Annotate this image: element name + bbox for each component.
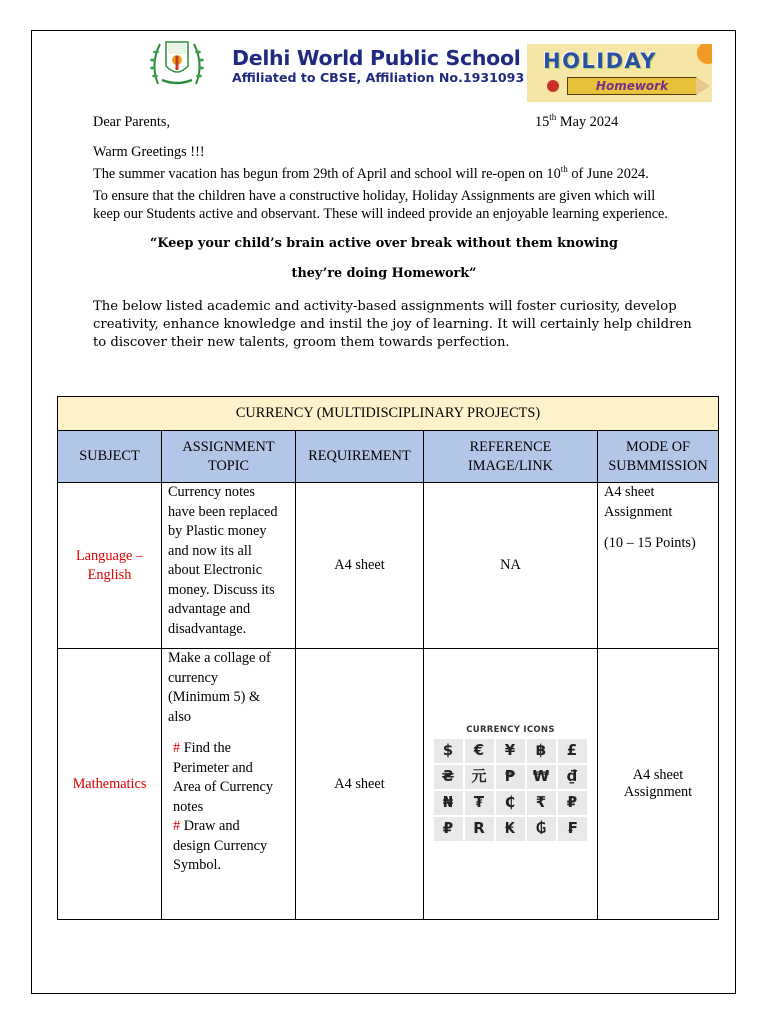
currency-symbol-icon: ₹ xyxy=(527,791,556,815)
letter-date: 15th May 2024 xyxy=(535,112,619,130)
currency-symbol-icon: ฿ xyxy=(527,739,556,763)
currency-symbol-icon: £ xyxy=(558,739,587,763)
school-affiliation: Affiliated to CBSE, Affiliation No.1931093 xyxy=(232,70,525,85)
currency-symbol-icon: ₵ xyxy=(496,791,525,815)
paragraph-line-2: creativity, enhance knowledge and instil the joy of learning. It will certainly help children xyxy=(93,317,692,332)
currency-symbol-icon: 元 xyxy=(465,765,494,789)
reference-cell xyxy=(424,649,598,920)
school-logo-icon xyxy=(148,34,206,92)
mode-cell: A4 sheet Assignment (10 – 15 Points) xyxy=(598,483,719,649)
currency-symbol-icon: ₩ xyxy=(527,765,556,789)
reference-cell: NA xyxy=(424,483,598,649)
table-title: CURRENCY (MULTIDISCIPLINARY PROJECTS) xyxy=(58,397,719,431)
currency-symbol-icon: R xyxy=(465,817,494,841)
currency-symbol-icon: ¥ xyxy=(496,739,525,763)
pencil-tip-icon xyxy=(696,77,710,95)
currency-symbol-icon: ₽ xyxy=(558,791,587,815)
header-requirement: REQUIREMENT xyxy=(296,431,424,483)
header-reference: REFERENCE IMAGE/LINK xyxy=(424,431,598,483)
sun-icon xyxy=(697,44,712,64)
salutation: Dear Parents, xyxy=(93,114,171,130)
requirement-cell: A4 sheet xyxy=(296,483,424,649)
subject-cell: Mathematics xyxy=(58,649,162,920)
currency-icons-title: CURRENCY ICONS xyxy=(466,725,555,735)
topic-cell: Make a collage of currency (Minimum 5) & also # Find the Perimeter and Area of Currency notes # Draw and design Currency Symbol. xyxy=(162,649,296,920)
quote-line-1: “Keep your child’s brain active over break without them knowing xyxy=(150,236,618,251)
currency-symbol-icon: € xyxy=(465,739,494,763)
quote-line-2: they’re doing Homework” xyxy=(291,266,477,281)
projects-table xyxy=(57,396,719,920)
table-row xyxy=(58,483,719,649)
banner-homework-word: Homework xyxy=(595,79,669,93)
currency-symbol-icon: ₮ xyxy=(465,791,494,815)
banner-holiday-word: HOLIDAY xyxy=(543,49,658,73)
currency-symbol-icon: ₲ xyxy=(527,817,556,841)
currency-symbol-icon: ₭ xyxy=(496,817,525,841)
header-subject: SUBJECT xyxy=(58,431,162,483)
school-name: Delhi World Public School xyxy=(232,46,521,70)
currency-symbol-icon: $ xyxy=(434,739,463,763)
currency-symbol-icon: ₣ xyxy=(558,817,587,841)
currency-symbol-icon: ₫ xyxy=(558,765,587,789)
holiday-homework-banner xyxy=(527,44,712,102)
requirement-cell: A4 sheet xyxy=(296,649,424,920)
currency-symbol-icon: ₦ xyxy=(434,791,463,815)
mode-cell: A4 sheet Assignment xyxy=(598,649,719,920)
paragraph-line-3: to discover their new talents, groom them towards perfection. xyxy=(93,335,510,350)
pencil-icon xyxy=(567,77,697,95)
paragraph-line-1: The below listed academic and activity-based assignments will foster curiosity, develop xyxy=(93,299,677,314)
apple-icon xyxy=(547,80,559,92)
subject-cell: Language – English xyxy=(58,483,162,649)
intro-line-1: To ensure that the children have a constructive holiday, Holiday Assignments are given which will xyxy=(93,188,656,204)
currency-symbol-icon: ₴ xyxy=(434,765,463,789)
vacation-line: The summer vacation has begun from 29th of April and school will re-open on 10th of June 2024. xyxy=(93,164,649,182)
currency-symbol-icon: ₱ xyxy=(496,765,525,789)
topic-cell: Currency notes have been replaced by Plastic money and now its all about Electronic money. Discuss its advantage and disadvantage. xyxy=(162,483,296,649)
currency-icons-image xyxy=(434,725,588,843)
header-assignment-topic: ASSIGNMENT TOPIC xyxy=(162,431,296,483)
intro-line-2: keep our Students active and observant. These will indeed provide an enjoyable learning experience. xyxy=(93,206,668,222)
currency-symbol-icon: ₽ xyxy=(434,817,463,841)
header-mode: MODE OF SUBMMISSION xyxy=(598,431,719,483)
greeting: Warm Greetings !!! xyxy=(93,144,205,160)
table-row xyxy=(58,649,719,920)
currency-icons-grid xyxy=(434,739,587,841)
